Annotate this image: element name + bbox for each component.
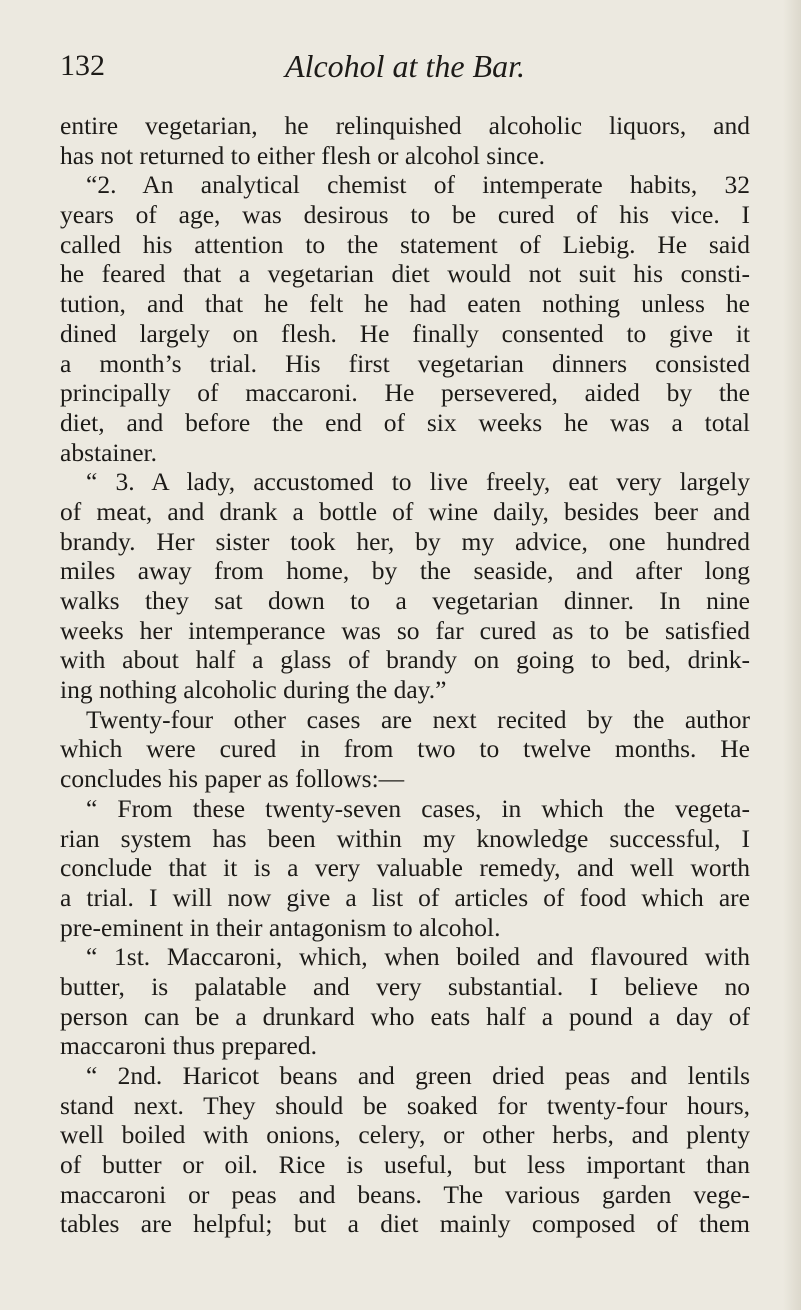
text-line: abstainer. [60,437,158,467]
text-line: ing nothing alcoholic during the day.” [60,675,447,705]
text-line: pre-eminent in their antagonism to alcohol. [60,912,501,942]
page-number: 132 [60,49,105,82]
text-line: weeks her intemperance was so far cured as to be satisfied [60,615,750,645]
text-line: Twenty-four other cases are next recited by the author [86,704,750,734]
text-line: entire vegetarian, he relinquished alcoholic liquors, and [60,111,750,140]
text-line: person can be a drunkard who eats half a pound a day of [60,1001,750,1031]
text-line: of butter or oil. Rice is useful, but less important than [60,1150,750,1180]
text-line: “ 1st. Maccaroni, which, when boiled and flavoured with [86,942,750,972]
text-line: has not returned to either flesh or alcohol since. [60,140,546,170]
text-line: a month’s trial. His first vegetarian dinners consisted [60,348,750,378]
text-line: maccaroni or peas and beans. The various garden vege- [60,1179,750,1209]
text-line: maccaroni thus prepared. [60,1031,318,1061]
text-line: “ From these twenty-seven cases, in which the vegeta- [86,793,750,823]
text-line: tables are helpful; but a diet mainly composed of them [60,1209,750,1239]
running-title: Alcohol at the Bar. [285,48,525,84]
text-line: principally of maccaroni. He persevered, aided by the [60,378,750,408]
text-line: miles away from home, by the seaside, and after long [60,556,750,586]
text-line: with about half a glass of brandy on going to bed, drink- [60,645,750,675]
page-header [60,46,750,96]
text-line: concludes his paper as follows:— [60,764,405,794]
text-line: called his attention to the statement of Liebig. He said [60,229,750,259]
body-text [60,111,750,1239]
text-line: butter, is palatable and very substantial. I believe no [60,971,750,1001]
text-line: dined largely on flesh. He finally consented to give it [60,318,750,348]
text-line: which were cured in from two to twelve months. He [60,734,750,764]
text-line: brandy. Her sister took her, by my advice, one hundred [60,526,750,556]
text-line: he feared that a vegetarian diet would not suit his consti- [60,259,750,289]
text-line: well boiled with onions, celery, or other herbs, and plenty [60,1120,750,1150]
text-line: rian system has been within my knowledge successful, I [60,823,750,853]
text-line: tution, and that he felt he had eaten nothing unless he [60,289,750,319]
text-line: of meat, and drank a bottle of wine daily, besides beer and [60,496,750,526]
text-line: “2. An analytical chemist of intemperate habits, 32 [86,170,750,200]
page-edge-shadow [783,0,801,1310]
text-line: conclude that it is a very valuable remedy, and well worth [60,853,750,883]
text-line: walks they sat down to a vegetarian dinner. In nine [60,586,750,615]
text-line: a trial. I will now give a list of articles of food which are [60,882,750,912]
text-line: diet, and before the end of six weeks he was a total [60,407,750,437]
text-line: stand next. They should be soaked for twenty-four hours, [60,1090,750,1120]
text-line: “ 2nd. Haricot beans and green dried peas and lentils [86,1061,750,1090]
text-line: years of age, was desirous to be cured of his vice. I [60,200,750,230]
text-line: “ 3. A lady, accustomed to live freely, eat very largely [86,467,750,497]
